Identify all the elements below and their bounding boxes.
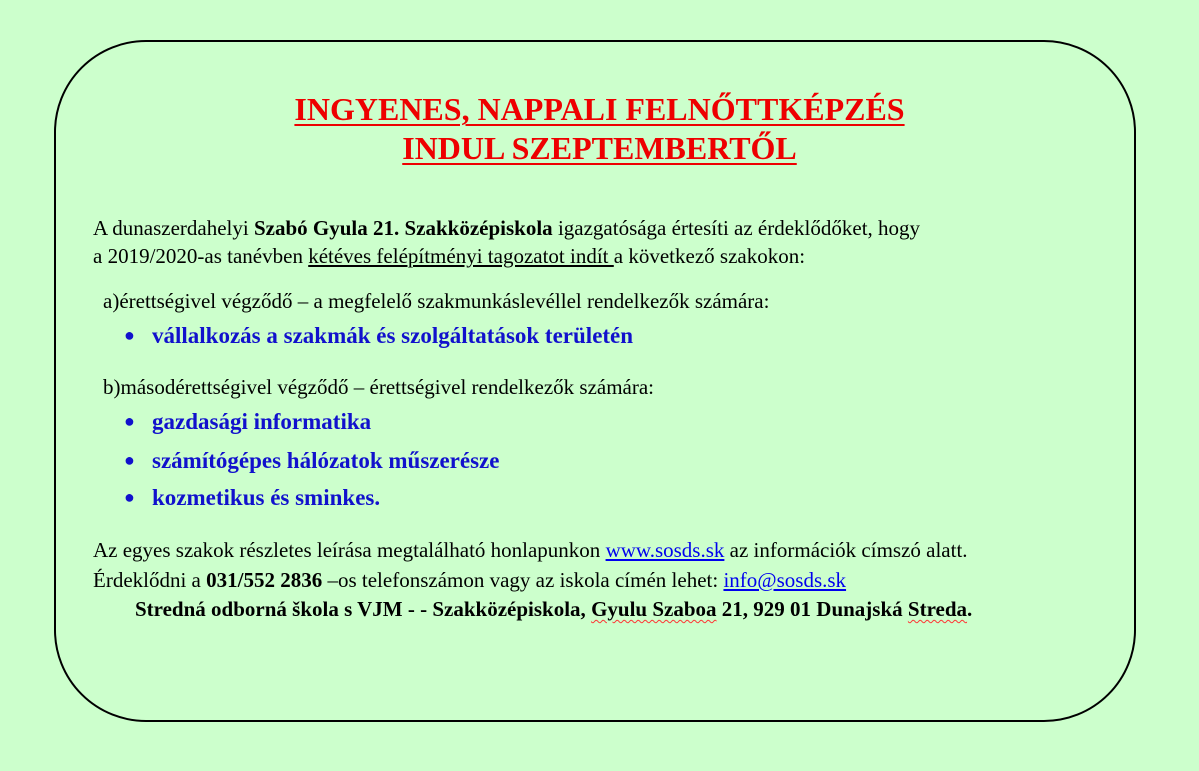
list-item-label: gazdasági informatika (152, 409, 372, 434)
section-a-text: érettségivel végződő – a megfelelő szakmunkáslevéllel rendelkezők számára: (119, 289, 770, 313)
footer-line-1 (93, 537, 968, 563)
list-item (124, 321, 633, 350)
address-text: . (967, 597, 973, 621)
list-item-label: vállalkozás a szakmák és szolgáltatások területén (152, 323, 634, 348)
list-item-label: számítógépes hálózatok műszerésze (152, 448, 500, 473)
section-b-marker: b) (103, 375, 121, 399)
footer-text: Az egyes szakok részletes leírása megtalálható honlapunkon (93, 538, 606, 562)
list-item-label: kozmetikus és sminkes. (152, 485, 381, 510)
list-item (124, 483, 380, 512)
section-b-text: másodérettségivel végződő – érettségivel rendelkezők számára: (120, 375, 655, 399)
website-link[interactable]: www.sosds.sk (605, 538, 725, 562)
address-text: 21, 929 01 Dunajská (716, 597, 908, 621)
section-a-heading (103, 288, 769, 314)
phone-number: 031/552 2836 (206, 568, 323, 592)
section-a-marker: a) (103, 289, 120, 313)
bullet-icon: ● (124, 487, 135, 507)
intro-text: a 2019/2020-as tanévben (93, 244, 309, 268)
intro-text: a következő szakokon: (613, 244, 806, 268)
intro-line-1 (93, 215, 920, 241)
bullet-icon: ● (124, 411, 135, 431)
bullet-icon: ● (124, 450, 135, 470)
footer-text: az információk címszó alatt. (724, 538, 968, 562)
section-b-heading (103, 374, 654, 400)
footer-text: Érdeklődni a (93, 568, 207, 592)
intro-line-2 (93, 243, 805, 269)
address-text: Stredná odborná škola s VJM - - Szakközépiskola, (135, 597, 592, 621)
program-type: kétéves felépítményi tagozatot indít (308, 244, 614, 268)
footer-text: –os telefonszámon vagy az iskola címén lehet: (322, 568, 724, 592)
email-link[interactable]: info@sosds.sk (723, 568, 847, 592)
address-street: Gyulu Szaboa (591, 597, 717, 621)
list-item (124, 446, 499, 475)
intro-text: A dunaszerdahelyi (93, 216, 254, 240)
bullet-icon: ● (124, 325, 135, 345)
school-name: Szabó Gyula 21. Szakközépiskola (253, 216, 553, 240)
title-line-1: INGYENES, NAPPALI FELNŐTTKÉPZÉS (294, 91, 905, 127)
school-address (135, 596, 972, 622)
footer-line-2 (93, 567, 846, 593)
intro-text: igazgatósága értesíti az érdeklődőket, hogy (552, 216, 921, 240)
address-city: Streda (907, 597, 968, 621)
title-line-2: INDUL SZEPTEMBERTŐL (402, 130, 797, 166)
list-item (124, 407, 371, 436)
